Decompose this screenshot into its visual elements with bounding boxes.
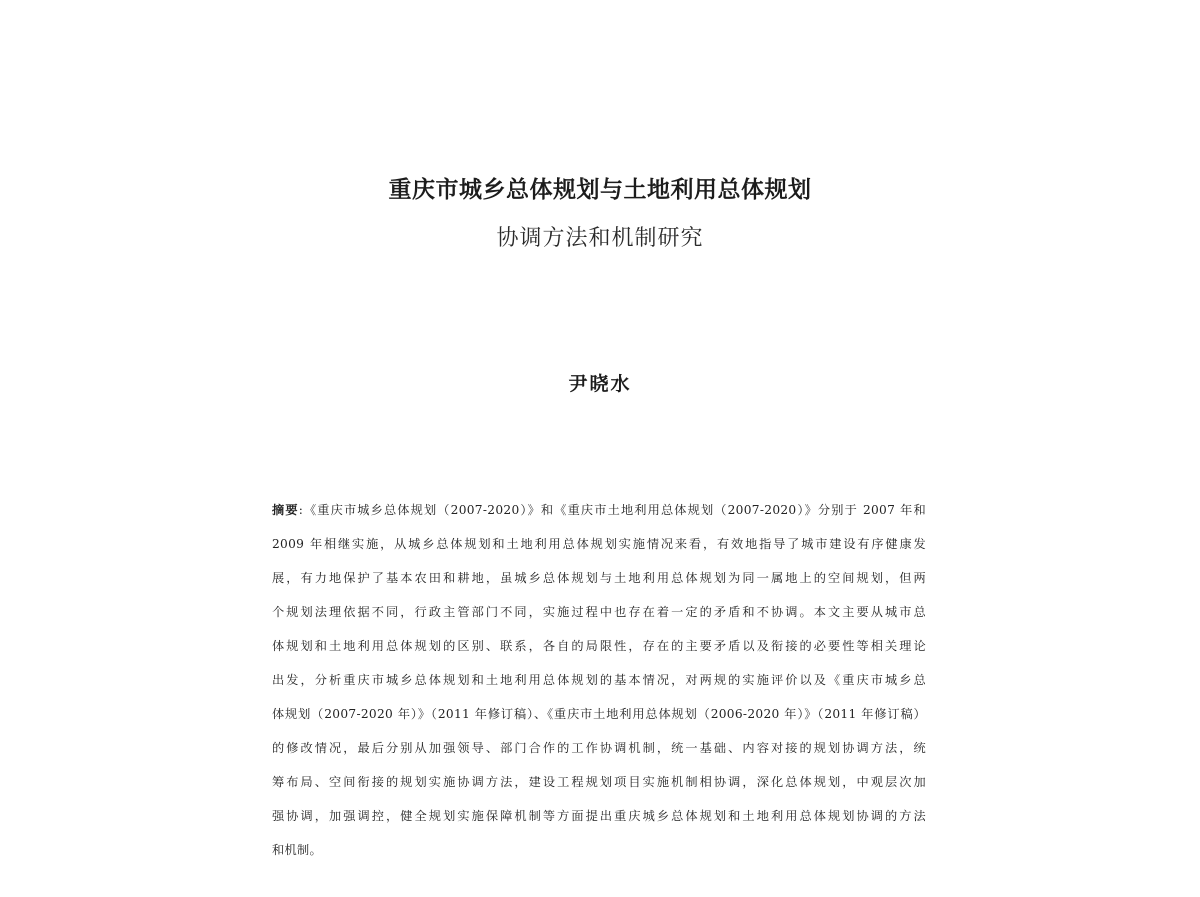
abstract-line: 出发，分析重庆市城乡总体规划和土地利用总体规划的基本情况，对两规的实施评价以及《重庆市城乡总: [272, 673, 926, 687]
paper-subtitle: 协调方法和机制研究: [496, 226, 704, 251]
abstract-line: 摘要:《重庆市城乡总体规划（2007-2020）》和《重庆市土地利用总体规划（2007-2020）》分别于 2007 年和: [272, 503, 927, 517]
abstract-line: 和机制。: [272, 843, 322, 857]
abstract-line: 展，有力地保护了基本农田和耕地，虽城乡总体规划与土地利用总体规划为同一属地上的空间规划，但两: [272, 571, 926, 585]
abstract-line: 2009 年相继实施，从城乡总体规划和土地利用总体规划实施情况来看，有效地指导了城市建设有序健康发: [272, 537, 926, 551]
abstract-block: [272, 500, 926, 874]
paper-title: 重庆市城乡总体规划与土地利用总体规划: [388, 177, 812, 203]
abstract-line: 体规划和土地利用总体规划的区别、联系，各自的局限性，存在的主要矛盾以及衔接的必要性等相关理论: [272, 639, 926, 653]
abstract-line: 的修改情况，最后分别从加强领导、部门合作的工作协调机制，统一基础、内容对接的规划协调方法，统: [272, 741, 926, 755]
abstract-line: 个规划法理依据不同，行政主管部门不同，实施过程中也存在着一定的矛盾和不协调。本文主要从城市总: [272, 605, 926, 619]
abstract-label: 摘要: [272, 503, 299, 517]
abstract-line: 强协调，加强调控，健全规划实施保障机制等方面提出重庆城乡总体规划和土地利用总体规划协调的方法: [272, 809, 926, 823]
abstract-line: 体规划（2007-2020 年）》（2011 年修订稿）、《重庆市土地利用总体规划（2006-2020 年）》（2011 年修订稿）: [272, 707, 926, 721]
author-name: 尹晓水: [568, 373, 632, 395]
abstract-line: 筹布局、空间衔接的规划实施协调方法，建设工程规划项目实施机制相协调，深化总体规划，中观层次加: [272, 775, 926, 789]
